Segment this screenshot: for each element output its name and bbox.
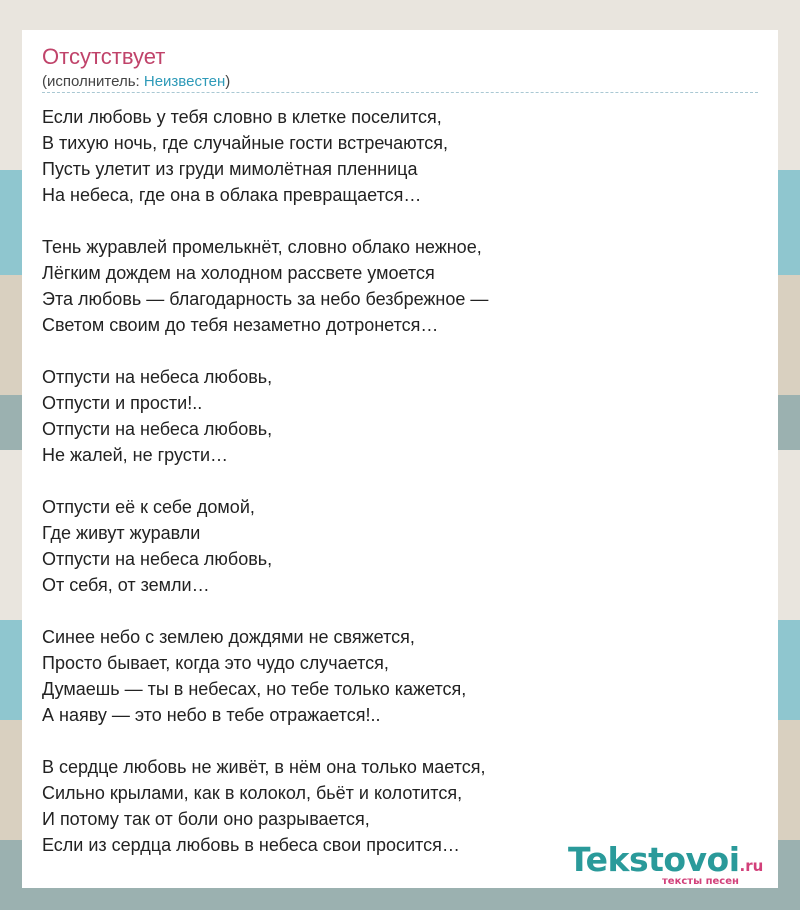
- lyrics-line: Отпусти и прости!..: [42, 393, 203, 413]
- lyrics-line: Пусть улетит из груди мимолётная пленница: [42, 159, 418, 179]
- lyrics-line: В сердце любовь не живёт, в нём она только мается,: [42, 757, 486, 777]
- lyrics-line: Отпусти её к себе домой,: [42, 497, 255, 517]
- lyrics-line: Не жалей, не грусти…: [42, 445, 229, 465]
- lyrics-line: Думаешь — ты в небесах, но тебе только кажется,: [42, 679, 467, 699]
- logo-main-text: Tekstovoi: [568, 840, 740, 879]
- song-title: Отсутствует: [42, 44, 166, 69]
- subtitle-suffix: ): [225, 73, 231, 90]
- lyrics-line: Светом своим до тебя незаметно дотронется…: [42, 315, 439, 335]
- lyrics-card: [22, 30, 778, 888]
- lyrics-line: Просто бывает, когда это чудо случается,: [42, 653, 389, 673]
- lyrics-stanza: [42, 104, 758, 208]
- lyrics-line: Эта любовь — благодарность за небо безбрежное —: [42, 289, 489, 309]
- logo-domain-text: .ru: [739, 857, 764, 875]
- lyrics-body: [42, 104, 758, 858]
- lyrics-line: Если из сердца любовь в небеса свои просится…: [42, 835, 460, 855]
- lyrics-line: Если любовь у тебя словно в клетке поселится,: [42, 107, 442, 127]
- title-divider: [42, 92, 758, 93]
- lyrics-line: Тень журавлей промелькнёт, словно облако нежное,: [42, 237, 482, 257]
- artist-link[interactable]: Неизвестен: [143, 73, 226, 90]
- logo-tagline: тексты песен: [662, 876, 739, 887]
- lyrics-line: Лёгким дождем на холодном рассвете умоется: [42, 263, 435, 283]
- lyrics-line: Сильно крылами, как в колокол, бьёт и колотится,: [42, 783, 463, 803]
- lyrics-stanza: [42, 494, 758, 598]
- lyrics-line: И потому так от боли оно разрывается,: [42, 809, 370, 829]
- lyrics-stanza: [42, 624, 758, 728]
- lyrics-line: Отпусти на небеса любовь,: [42, 367, 273, 387]
- lyrics-line: Отпусти на небеса любовь,: [42, 419, 273, 439]
- lyrics-line: На небеса, где она в облака превращается…: [42, 185, 422, 205]
- lyrics-line: А наяву — это небо в тебе отражается!..: [42, 705, 381, 725]
- lyrics-line: В тихую ночь, где случайные гости встречаются,: [42, 133, 449, 153]
- lyrics-line: Где живут журавли: [42, 523, 201, 543]
- lyrics-stanza: [42, 234, 758, 338]
- lyrics-stanza: [42, 364, 758, 468]
- lyrics-line: Отпусти на небеса любовь,: [42, 549, 273, 569]
- subtitle-prefix: (исполнитель:: [42, 73, 144, 90]
- lyrics-line: Синее небо с землею дождями не свяжется,: [42, 627, 415, 647]
- lyrics-line: От себя, от земли…: [42, 575, 210, 595]
- song-subtitle: [42, 73, 230, 91]
